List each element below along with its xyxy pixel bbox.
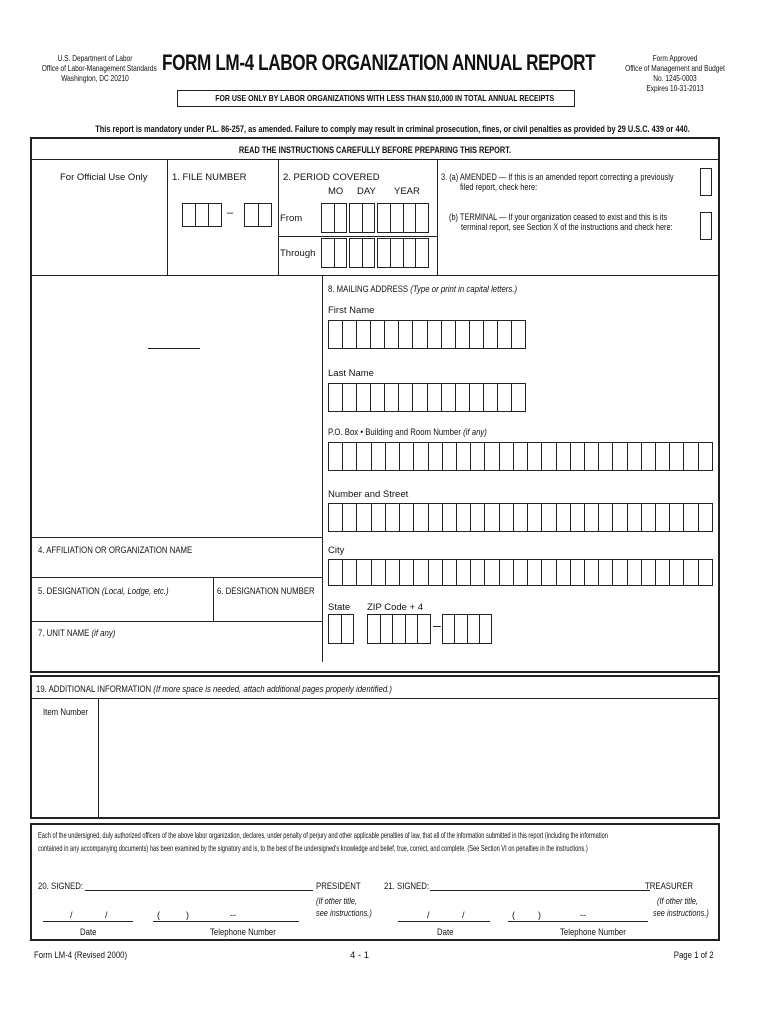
first-name-label: First Name (328, 305, 375, 316)
instructions-heading: READ THE INSTRUCTIONS CAREFULLY BEFORE PREPARING THIS REPORT. (238, 145, 512, 155)
president-signature-line[interactable] (85, 890, 313, 891)
agency-block (30, 54, 160, 84)
divider (32, 621, 322, 622)
divider (32, 698, 718, 699)
divider (213, 577, 214, 621)
treasurer-phone-field[interactable] (508, 921, 648, 922)
treasurer-phone-label: Telephone Number (560, 927, 626, 938)
unit-name-label: 7. UNIT NAME (38, 628, 90, 639)
omb-line: Office of Management and Budget (625, 64, 725, 73)
divider (32, 159, 718, 160)
divider (98, 699, 99, 817)
file-number-label: 1. FILE NUMBER (172, 172, 247, 183)
omb-block (610, 54, 740, 94)
president-phone-label: Telephone Number (210, 927, 276, 938)
mailing-heading (328, 284, 559, 295)
zip-dash: – (433, 617, 441, 633)
designation-heading (38, 586, 197, 597)
through-year-field[interactable] (377, 238, 429, 268)
date-slash: / (105, 910, 108, 920)
city-field[interactable] (328, 559, 713, 586)
period-day: DAY (357, 186, 376, 197)
certification-text (38, 829, 770, 855)
terminal-block (449, 212, 719, 232)
certification-line: Each of the undersigned, duly authorized officers of the above labor organization, declares, under penalty of perjury and other applicable penalties of law, that all of the information submitted in this report (including the information (38, 830, 608, 840)
amended-label-2: filed report, check here: (460, 182, 538, 192)
treasurer-date-label: Date (437, 927, 454, 938)
phone-paren-close: ) (538, 910, 541, 920)
treasurer-other-title: (If other title, see instructions.) (653, 896, 709, 918)
divider (32, 275, 718, 276)
designation-number-label: 6. DESIGNATION NUMBER (217, 586, 315, 597)
phone-dash: -- (230, 910, 236, 920)
zip-field[interactable] (367, 614, 431, 644)
subtitle-box (177, 90, 575, 107)
instructions-wrap (32, 145, 718, 155)
unit-name-field[interactable] (34, 642, 320, 660)
from-year-field[interactable] (377, 203, 429, 233)
omb-line: Expires 10-31-2013 (646, 84, 704, 93)
president-date-field[interactable] (43, 921, 133, 922)
period-year: YEAR (394, 186, 420, 197)
affiliation-field[interactable] (34, 560, 320, 575)
omb-line: Form Approved (652, 54, 698, 63)
divider (437, 160, 438, 275)
designation-number-field[interactable] (216, 600, 320, 618)
certification-line: contained in any accompanying documents) has been examined by the signatory and is, to the best of the undersigned's knowledge and belief, true, correct, and complete. (See Section VI on penalties in the instructions.) (38, 843, 588, 853)
additional-info-field[interactable] (102, 702, 716, 814)
po-box-hint: (if any) (463, 427, 487, 438)
president-phone-field[interactable] (153, 921, 299, 922)
additional-hint: (If more space is needed, attach additional pages properly identified.) (153, 684, 392, 695)
mailing-label: 8. MAILING ADDRESS (328, 284, 409, 295)
omb-line: No. 1245-0003 (653, 74, 697, 83)
divider (167, 160, 168, 275)
phone-paren-open: ( (157, 910, 160, 920)
designation-field[interactable] (34, 600, 210, 618)
file-number-part2[interactable] (244, 203, 272, 227)
mandatory-notice: This report is mandatory under P.L. 86-257, as amended. Failure to comply may result in criminal prosecution, fines, or civil penalties as provided by 29 U.S.C. 439 or 440. (95, 124, 690, 134)
president-date-label: Date (80, 927, 97, 938)
from-day-field[interactable] (349, 203, 375, 233)
amended-checkbox[interactable] (700, 168, 712, 196)
footer-form-id: Form LM-4 (Revised 2000) (34, 950, 128, 961)
last-name-label: Last Name (328, 368, 374, 379)
po-box-label: P.O. Box • Building and Room Number (328, 427, 461, 438)
terminal-label: (b) TERMINAL — If your organization ceased to exist and this is its (449, 212, 668, 222)
treasurer-title: TREASURER (645, 881, 694, 892)
mandatory-notice-wrap (30, 124, 740, 134)
phone-paren-open: ( (512, 910, 515, 920)
treasurer-signature-line[interactable] (430, 890, 650, 891)
divider (322, 276, 323, 662)
period-through-label: Through (280, 248, 316, 259)
footer-page: Page 1 of 2 (674, 950, 714, 961)
po-box-field[interactable] (328, 442, 713, 471)
zip-label: ZIP Code + 4 (367, 602, 424, 613)
designation-hint: (Local, Lodge, etc.) (101, 586, 169, 597)
amended-label: 3. (a) AMENDED — If this is an amended report correcting a previously (441, 172, 674, 182)
subtitle: FOR USE ONLY BY LABOR ORGANIZATIONS WITH LESS THAN $10,000 IN TOTAL ANNUAL RECEIPTS (215, 93, 555, 103)
signed-20-label: 20. SIGNED: (38, 881, 84, 892)
designation-label: 5. DESIGNATION (38, 586, 100, 597)
agency-line: U.S. Department of Labor (57, 54, 133, 63)
amended-block (441, 172, 725, 192)
footer-page-code: 4 - 1 (350, 950, 370, 961)
additional-label: 19. ADDITIONAL INFORMATION (36, 684, 152, 695)
terminal-checkbox[interactable] (700, 212, 712, 240)
city-label: City (328, 545, 345, 556)
divider (32, 577, 322, 578)
street-label: Number and Street (328, 489, 409, 500)
through-month-field[interactable] (321, 238, 347, 268)
agency-line: Office of Labor-Management Standards (41, 64, 157, 73)
president-other-title: (If other title, see instructions.) (316, 896, 372, 918)
state-field[interactable] (328, 614, 354, 644)
signed-21-label: 21. SIGNED: (384, 881, 430, 892)
date-slash: / (427, 910, 430, 920)
first-name-field[interactable] (328, 320, 526, 349)
date-slash: / (70, 910, 73, 920)
form-title: FORM LM-4 LABOR ORGANIZATION ANNUAL REPORT (162, 50, 596, 75)
zip4-field[interactable] (442, 614, 492, 644)
official-use-label: For Official Use Only (60, 172, 148, 183)
affiliation-label: 4. AFFILIATION OR ORGANIZATION NAME (38, 545, 193, 556)
from-month-field[interactable] (321, 203, 347, 233)
divider (32, 537, 322, 538)
last-name-field[interactable] (328, 383, 526, 412)
phone-dash: -- (580, 910, 586, 920)
period-mo: MO (328, 186, 344, 197)
period-label: 2. PERIOD COVERED (283, 172, 380, 183)
unit-name-hint: (if any) (91, 628, 116, 639)
through-day-field[interactable] (349, 238, 375, 268)
file-number-dash: – (227, 207, 234, 219)
president-title: PRESIDENT (316, 881, 361, 892)
divider (278, 160, 279, 275)
file-number-part1[interactable] (182, 203, 222, 227)
mailing-hint: (Type or print in capital letters.) (410, 284, 518, 295)
divider (278, 236, 437, 237)
po-box-heading (328, 427, 522, 438)
period-from-label: From (280, 213, 303, 224)
unit-name-heading (38, 628, 132, 639)
official-rule (148, 348, 200, 349)
date-slash: / (462, 910, 465, 920)
state-label: State (328, 602, 351, 613)
terminal-label-2: terminal report, see Section X of the instructions and check here: (461, 222, 673, 232)
additional-heading (36, 684, 470, 695)
phone-paren-close: ) (186, 910, 189, 920)
treasurer-date-field[interactable] (398, 921, 490, 922)
street-field[interactable] (328, 503, 713, 532)
agency-line: Washington, DC 20210 (61, 74, 129, 83)
item-number-label: Item Number (43, 707, 89, 718)
